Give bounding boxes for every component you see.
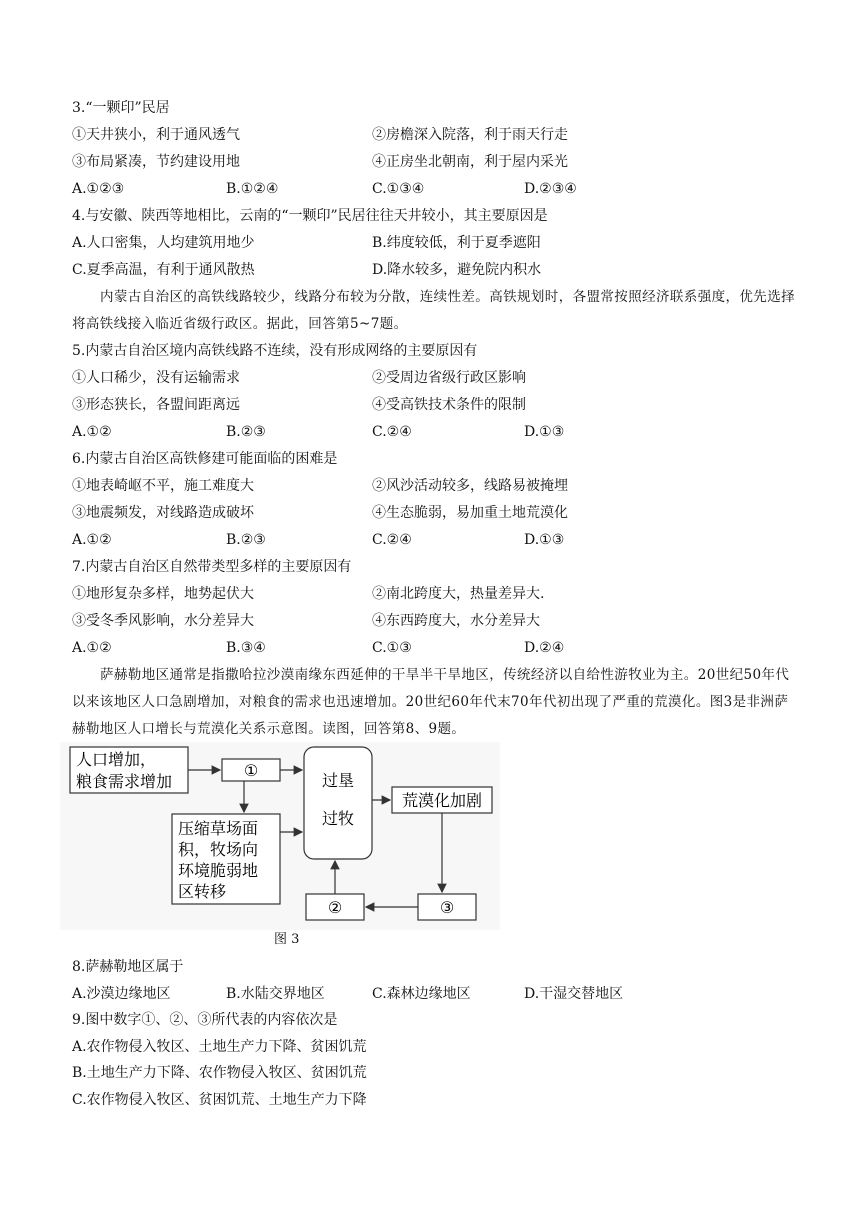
passage-inner-mongolia: 内蒙古自治区的高铁线路较少，线路分布较为分散，连续性差。高铁规划时，各盟常按照经济联系强度，优先选择将高铁线接入临近省级行政区。据此，回答第5~7题。 <box>72 289 795 332</box>
passage-sahel: 萨赫勒地区通常是指撒哈拉沙漠南缘东西延伸的干旱半干旱地区，传统经济以自给性游牧业为主。20世纪50年代以来该地区人口急剧增加，对粮食的需求也迅速增加。20世纪60年代末70年代初出现了严重的荒漠化。图3是非洲萨赫勒地区人口增长与荒漠化关系示意图。读图，回答第8、9题。 <box>72 667 790 737</box>
q9-choice-c: C.农作物侵入牧区、贫困饥荒、土地生产力下降 <box>72 1092 367 1108</box>
q3-option-1: ①天井狭小，利于通风透气 <box>72 127 240 143</box>
q7-choice-d: D.②④ <box>524 640 565 656</box>
q6-stem: 6.内蒙古自治区高铁修建可能面临的困难是 <box>72 451 338 467</box>
q4-choice-a: A.人口密集，人均建筑用地少 <box>72 235 255 251</box>
q7-choice-a: A.①② <box>72 640 112 656</box>
q6-choice-a: A.①② <box>72 532 112 548</box>
q5-stem: 5.内蒙古自治区境内高铁线路不连续，没有形成网络的主要原因有 <box>72 343 478 359</box>
compress-box-line4: 区转移 <box>178 882 227 901</box>
box-2-label: ② <box>327 898 343 917</box>
q9-stem: 9.图中数字①、②、③所代表的内容依次是 <box>72 1012 338 1028</box>
q5-option-1: ①人口稀少，没有运输需求 <box>72 370 240 386</box>
box-1-label: ① <box>243 761 259 780</box>
figure-caption: 图 3 <box>274 932 300 947</box>
compress-box-line1: 压缩草场面 <box>178 819 259 838</box>
q8-choice-d: D.干湿交替地区 <box>524 986 624 1002</box>
q5-option-2: ②受周边省级行政区影响 <box>372 370 526 386</box>
q3-choice-b: B.①②④ <box>226 181 279 197</box>
overuse-box-line2: 过牧 <box>321 809 355 828</box>
q7-choice-c: C.①③ <box>372 640 412 656</box>
q7-option-4: ④东西跨度大，水分差异大 <box>372 613 540 629</box>
q5-choice-a: A.①② <box>72 424 112 440</box>
q3-choice-a: A.①②③ <box>72 181 125 197</box>
q4-stem: 4.与安徽、陕西等地相比，云南的“一颗印”民居往往天井较小，其主要原因是 <box>72 208 548 224</box>
q6-option-1: ①地表崎岖不平，施工难度大 <box>72 478 254 494</box>
q8-stem: 8.萨赫勒地区属于 <box>72 959 184 975</box>
q7-choice-b: B.③④ <box>226 640 266 656</box>
q6-option-2: ②风沙活动较多，线路易被掩埋 <box>372 478 568 494</box>
q9-choice-a: A.农作物侵入牧区、土地生产力下降、贫困饥荒 <box>72 1039 367 1055</box>
q5-choice-d: D.①③ <box>524 424 565 440</box>
q5-choice-c: C.②④ <box>372 424 412 440</box>
q7-option-2: ②南北跨度大，热量差异大. <box>372 586 545 602</box>
q7-option-3: ③受冬季风影响，水分差异大 <box>72 613 254 629</box>
sahel-desertification-diagram <box>60 742 500 930</box>
q6-choice-c: C.②④ <box>372 532 412 548</box>
q4-choice-c: C.夏季高温，有利于通风散热 <box>72 262 255 278</box>
q4-choice-d: D.降水较多，避免院内积水 <box>372 262 542 278</box>
q8-choice-a: A.沙漠边缘地区 <box>72 986 171 1002</box>
q6-choice-d: D.①③ <box>524 532 565 548</box>
q6-option-4: ④生态脆弱，易加重土地荒漠化 <box>372 505 568 521</box>
q7-stem: 7.内蒙古自治区自然带类型多样的主要原因有 <box>72 559 352 575</box>
q5-option-4: ④受高铁技术条件的限制 <box>372 397 526 413</box>
q3-option-4: ④正房坐北朝南，利于屋内采光 <box>372 154 568 170</box>
q3-option-3: ③布局紧凑，节约建设用地 <box>72 154 240 170</box>
q8-choice-c: C.森林边缘地区 <box>372 986 471 1002</box>
q8-choice-b: B.水陆交界地区 <box>226 986 325 1002</box>
overcultivation-overgrazing-box <box>304 747 372 859</box>
q5-option-3: ③形态狭长，各盟间距离远 <box>72 397 240 413</box>
population-box-line2: 粮食需求增加 <box>76 772 173 791</box>
q6-option-3: ③地震频发，对线路造成破坏 <box>72 505 254 521</box>
q3-option-2: ②房檐深入院落，利于雨天行走 <box>372 127 568 143</box>
q4-choice-b: B.纬度较低，利于夏季遮阳 <box>372 235 541 251</box>
box-3-label: ③ <box>439 898 455 917</box>
q6-choice-b: B.②③ <box>226 532 266 548</box>
overuse-box-line1: 过垦 <box>321 771 355 790</box>
population-box-line1: 人口增加， <box>76 750 157 769</box>
q3-stem: 3.“一颗印”民居 <box>72 100 170 116</box>
q7-option-1: ①地形复杂多样，地势起伏大 <box>72 586 254 602</box>
desertification-box-label: 荒漠化加剧 <box>401 791 483 810</box>
q9-choice-b: B.土地生产力下降、农作物侵入牧区、贫困饥荒 <box>72 1065 367 1081</box>
q5-choice-b: B.②③ <box>226 424 266 440</box>
q3-choice-d: D.②③④ <box>524 181 577 197</box>
q3-choice-c: C.①③④ <box>372 181 425 197</box>
compress-box-line2: 积，牧场向 <box>178 840 259 859</box>
compress-box-line3: 环境脆弱地 <box>178 861 259 880</box>
